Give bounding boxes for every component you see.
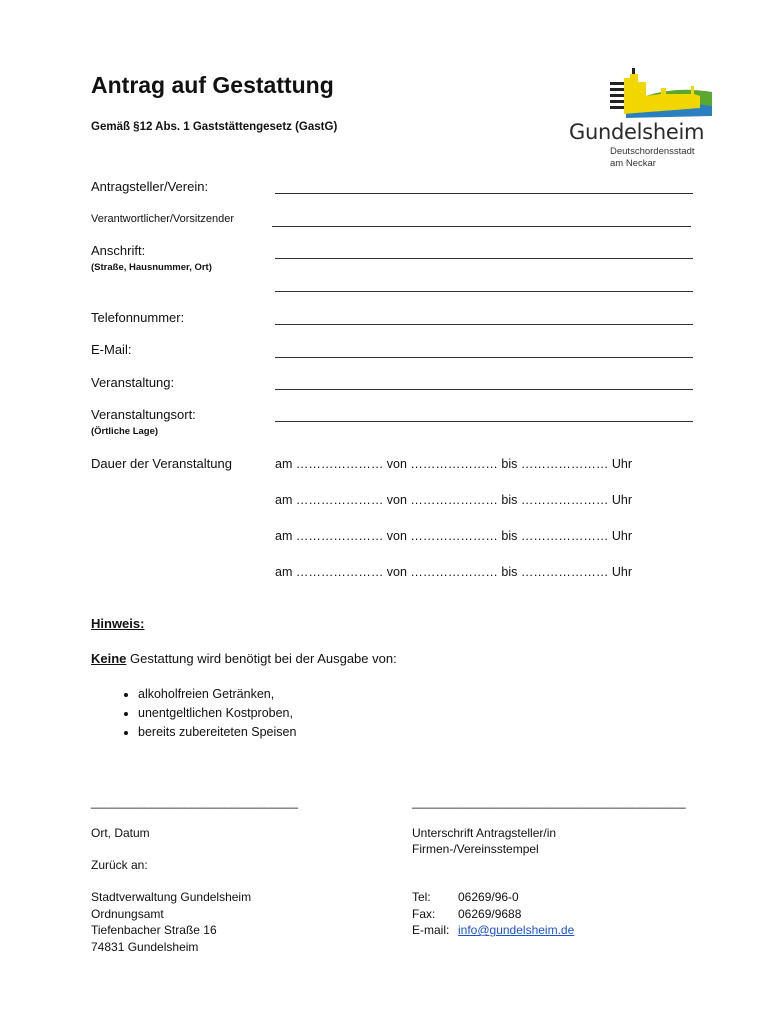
signature-label-2: Firmen-/Vereinsstempel [412, 842, 539, 856]
venue-note: (Örtliche Lage) [91, 426, 159, 437]
list-item: • unentgeltlichen Kostproben, [138, 704, 296, 723]
duration-row-3[interactable]: am ………………… von ………………… bis ………………… Uhr [275, 529, 632, 543]
logo-subtitle [610, 146, 695, 170]
responsible-label: Verantwortlicher/Vorsitzender [91, 213, 235, 225]
email-input-line[interactable] [275, 357, 693, 358]
return-address [91, 889, 251, 955]
address-input-line-1[interactable] [275, 258, 693, 259]
phone-input-line[interactable] [275, 324, 693, 325]
contact-fax [412, 906, 574, 923]
place-date-label: Ort, Datum [91, 826, 150, 840]
return-label: Zurück an: [91, 858, 148, 872]
notice-list [91, 685, 296, 742]
fax-value: 06269/9688 [458, 906, 522, 921]
venue-label: Veranstaltungsort: [91, 407, 196, 422]
notice-heading: Hinweis: [91, 616, 145, 631]
logo-line-2: am Neckar [610, 158, 656, 169]
contact-tel [412, 889, 574, 906]
address-line: Ordnungsamt [91, 906, 164, 921]
venue-input-line[interactable] [275, 421, 693, 422]
duration-row-4[interactable]: am ………………… von ………………… bis ………………… Uhr [275, 565, 632, 579]
address-input-line-2[interactable] [275, 291, 693, 292]
tel-label: Tel: [412, 890, 431, 904]
address-line: 74831 Gundelsheim [91, 939, 199, 954]
signature-left-line[interactable]: _______________________________ [91, 795, 298, 809]
address-note: (Straße, Hausnummer, Ort) [91, 262, 212, 273]
tel-value: 06269/96-0 [458, 890, 519, 904]
logo-line-1: Deutschordensstadt [610, 146, 695, 157]
applicant-label: Antragsteller/Verein: [91, 179, 209, 194]
email-contact-label: E-mail: [412, 923, 450, 937]
duration-row-1[interactable]: am ………………… von ………………… bis ………………… Uhr [275, 457, 632, 471]
event-input-line[interactable] [275, 389, 693, 390]
event-label: Veranstaltung: [91, 375, 175, 390]
notice-text [91, 651, 397, 666]
list-item: • bereits zubereiteten Speisen [138, 723, 296, 742]
duration-row-2[interactable]: am ………………… von ………………… bis ………………… Uhr [275, 493, 632, 507]
phone-label: Telefonnummer: [91, 310, 185, 325]
notice-keine: Keine [91, 651, 127, 666]
address-label: Anschrift: [91, 243, 146, 258]
list-item: • alkoholfreien Getränken, [138, 685, 296, 704]
notice-rest: Gestattung wird benötigt bei der Ausgabe von: [126, 651, 397, 666]
logo-name: Gundelsheim [569, 120, 705, 144]
fax-label: Fax: [412, 906, 436, 921]
page-subtitle: Gemäß §12 Abs. 1 Gaststättengesetz (GastG) [91, 121, 338, 133]
address-line: Tiefenbacher Straße 16 [91, 923, 217, 937]
responsible-input-line[interactable] [272, 226, 691, 227]
contact-email [412, 922, 574, 939]
email-link[interactable]: info@gundelsheim.de [458, 923, 575, 937]
email-label: E-Mail: [91, 342, 132, 357]
duration-label: Dauer der Veranstaltung [91, 456, 232, 471]
signature-right-line[interactable]: _________________________________________ [412, 795, 686, 809]
signature-label-1: Unterschrift Antragsteller/in [412, 826, 557, 840]
contact-block [412, 889, 574, 939]
applicant-input-line[interactable] [275, 193, 693, 194]
page-title: Antrag auf Gestattung [91, 72, 334, 98]
address-line: Stadtverwaltung Gundelsheim [91, 890, 252, 904]
